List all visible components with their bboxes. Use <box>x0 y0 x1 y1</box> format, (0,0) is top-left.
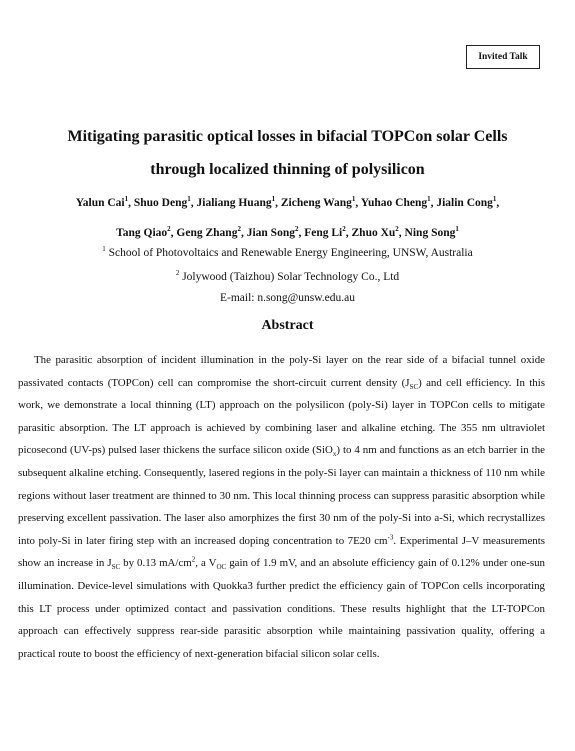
author-name: Jialin Cong <box>436 196 493 209</box>
invited-talk-badge: Invited Talk <box>466 45 540 69</box>
author-affiliation-mark: 1 <box>187 195 191 203</box>
subscript: SC <box>111 563 121 572</box>
abstract-heading: Abstract <box>261 318 314 333</box>
author <box>76 197 128 209</box>
author-list: Yalun Cai$^1$, Shuo Deng$^1$, Jialiang Huang$^1$, Zicheng Wang$^1$, Yuhao Cheng$^1$, Jialin Cong$^1$, Tang Qiao$^2$, Geng Zhang$^2$, Jian Song$^2$, Feng Li$^2$, Zhuo Xu$^2$, Ning Song$^1$ <box>75 195 500 239</box>
abstract-text: , a V <box>195 557 217 570</box>
author <box>351 224 399 239</box>
author <box>246 224 299 239</box>
abstract-body <box>18 349 545 665</box>
author-affiliation-mark: 1 <box>351 195 356 203</box>
author <box>281 197 356 209</box>
abstract-text: ) to 4 nm and functions as an etch barrier in the subsequent alkaline etching. Consequently, lasered regions in the poly-Si layer can maintain a thickness of 110 nm while regions without laser treatment are thinned to 30 nm. This local thinning process can suppress parasitic absorption while preserving excellent passivation. The laser also amorphizes the first 30 nm of the poly-Si into a-Si, which recrystallizes into poly-Si in later firing step with an increased doping concentration to 7E20 cm <box>18 444 545 547</box>
abstract-text: . Experimental J–V measurements show an increase in J <box>18 534 545 570</box>
paper-title-line-2: through localized thinning of polysilicon <box>150 161 425 178</box>
author-affiliation-mark: 1 <box>492 195 497 203</box>
author <box>304 224 346 239</box>
affiliation-text: School of Photovoltaics and Renewable Energy Engineering, UNSW, Australia <box>108 246 473 259</box>
affiliation-1 <box>20 241 555 261</box>
author <box>197 197 276 209</box>
author-affiliation-mark: 1 <box>271 195 276 203</box>
author-name: Jialiang Huang <box>196 196 272 209</box>
author-affiliation-mark: 2 <box>342 224 346 233</box>
paper-title-line-1: Mitigating parasitic optical losses in bifacial TOPCon solar Cells <box>67 128 508 145</box>
author <box>436 197 496 209</box>
abstract-text: gain of 1.9 mV, and an absolute efficiency gain of 0.12% under one-sun illumination. Device-level simulations with Quokka3 further predict the efficiency gain of TOPCon cells incorporating this LT process under optimized contact and passivation conditions. These results highlight that the LT-TOPCon approach can effectively suppress rear-side parasitic absorption while maintaining passivation quality, offering a practical route to boost the efficiency of next-generation bifacial silicon solar cells. <box>18 557 545 660</box>
affiliation-number: 2 <box>175 269 180 277</box>
author-name: Zicheng Wang <box>280 196 352 209</box>
author-name: Yuhao Cheng <box>360 196 428 209</box>
affiliation-text: Jolywood (Taizhou) Solar Technology Co., Ltd <box>182 270 400 283</box>
author-affiliation-mark: 2 <box>395 224 399 233</box>
superscript: 2 <box>191 555 196 564</box>
author-name: Geng Zhang <box>176 226 238 239</box>
abstract-text: ) and cell efficiency. In this work, we demonstrate a local thinning (LT) approach on the polysilicon (poly-Si) layer in TOPCon cells to mitigate parasitic absorption. The LT approach is achieved by combining laser and alkaline etching. The 355 nm ultraviolet picosecond (UV-ps) pulsed laser thickens the surface silicon oxide (SiO <box>18 376 546 457</box>
author-name: Tang Qiao <box>116 226 168 239</box>
author-name: Shuo Deng <box>133 196 188 209</box>
author-name: Feng Li <box>304 226 343 239</box>
author <box>134 197 191 209</box>
author <box>404 224 459 239</box>
superscript: -3 <box>387 533 394 542</box>
affiliation-2 <box>20 265 555 285</box>
author-affiliation-mark: 1 <box>427 195 431 203</box>
author-affiliation-mark: 2 <box>167 224 171 233</box>
author-name: Zhuo Xu <box>351 226 396 239</box>
author-name: Jian Song <box>246 226 295 239</box>
abstract-text: The parasitic absorption of incident illumination in the poly-Si layer on the rear side of a bifacial tunnel oxide passivated contacts (TOPCon) cell can compromise the short-circuit current density (J <box>18 354 545 389</box>
author-affiliation-mark: 1 <box>124 195 129 203</box>
author-affiliation-mark: 1 <box>455 224 459 233</box>
subscript: x <box>332 450 337 459</box>
author-affiliation-mark: 2 <box>237 224 241 233</box>
affiliation-number: 1 <box>102 245 106 253</box>
author <box>176 224 241 239</box>
author-affiliation-mark: 2 <box>294 224 299 233</box>
author-name: Yalun Cai <box>75 196 125 209</box>
author <box>361 197 431 209</box>
author-name: Ning Song <box>404 226 456 239</box>
abstract-text: by 0.13 mA/cm <box>120 557 192 570</box>
subscript: SC <box>409 382 419 391</box>
contact-email: E-mail: n.song@unsw.edu.au <box>219 292 356 304</box>
subscript: OC <box>216 563 227 572</box>
author <box>116 224 171 239</box>
